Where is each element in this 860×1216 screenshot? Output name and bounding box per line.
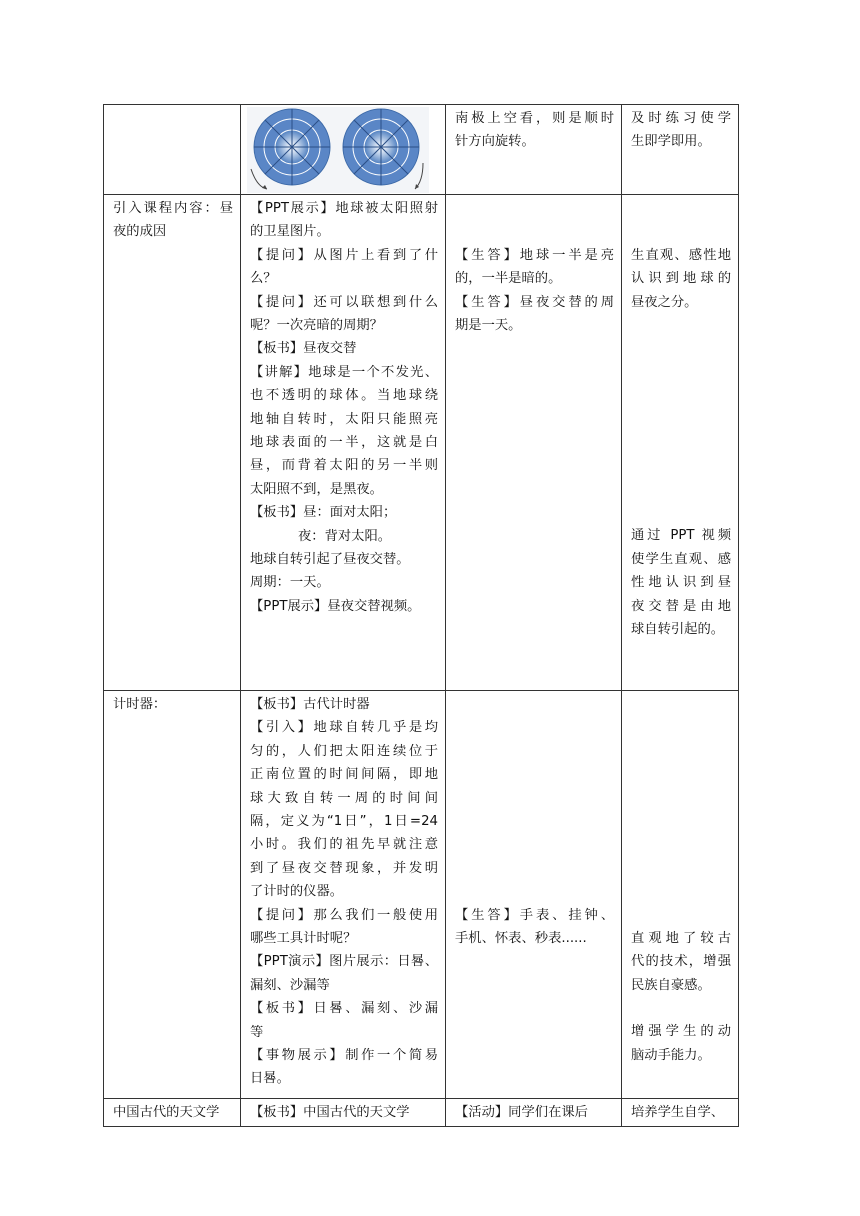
teacher-activity-cell [241, 195, 446, 691]
text-line: 【生答】昼夜交替的周 [455, 294, 614, 310]
text-line: 计时器： [113, 697, 167, 712]
text-line: 太阳照不到，是黑夜。 [250, 481, 383, 497]
text-line: 【板书】昼夜交替 [250, 341, 357, 357]
text-line: 增强学生的动 [631, 1024, 731, 1040]
topic-cell [104, 195, 241, 691]
text-line: 球自转引起的。 [631, 622, 725, 638]
text-line: 夜：背对太阳。 [298, 528, 392, 544]
earth-rotation-figure [245, 105, 441, 190]
text-line: 正南位置的时间间隔，即地 [250, 767, 438, 783]
text-line: 针方向旋转。 [455, 134, 535, 150]
lesson-plan-table [103, 104, 739, 1127]
text-line: 【板书】日晷、漏刻、沙漏 [250, 1001, 438, 1017]
text-line: 【PPT展示】昼夜交替视频。 [250, 598, 421, 614]
table-row [104, 1099, 739, 1127]
text-line: 小时。我们的祖先早就注意 [250, 837, 438, 853]
text-line: 脑动手能力。 [631, 1047, 711, 1063]
text-line: 期是一天。 [455, 317, 522, 333]
text-line: 夜的成因 [113, 224, 167, 240]
text-line: 球大致自转一周的时间间 [250, 790, 438, 806]
text-line: 漏刻、沙漏等 [250, 977, 330, 993]
text-line: 及时练习使学 [631, 111, 731, 126]
text-line: 手机、怀表、秒表...... [455, 930, 587, 946]
text-line: 地球表面的一半，这就是白 [250, 434, 438, 450]
text-line: 生直观、感性地 [631, 247, 731, 263]
text-line: 【活动】同学们在课后 [455, 1105, 588, 1120]
text-line: 也不透明的球体。当地球绕 [250, 388, 438, 404]
text-line: 【提问】那么我们一般使用 [250, 907, 438, 923]
text-line: 地轴自转时，太阳只能照亮 [250, 411, 438, 427]
student-activity-cell [446, 105, 622, 195]
text-line: 【事物展示】制作一个简易 [250, 1047, 438, 1063]
student-activity-cell [446, 195, 622, 691]
text-line: 【讲解】地球是一个不发光、 [250, 364, 438, 380]
text-line: 性地认识到昼 [631, 575, 731, 591]
topic-cell [104, 1099, 241, 1127]
text-line: 培养学生自学、 [631, 1105, 725, 1120]
text-line: 南极上空看，则是顺时 [455, 111, 614, 126]
text-line: 【PPT展示】地球被太阳照射 [250, 201, 438, 216]
text-line: 昼，而背着太阳的另一半则 [250, 458, 438, 474]
table-row [104, 105, 739, 195]
text-line: 么？ [250, 271, 277, 287]
text-line: 【生答】手表、挂钟、 [455, 907, 614, 923]
student-activity-cell [446, 1099, 622, 1127]
text-line: 昼夜之分。 [631, 294, 698, 310]
text-line: 了计时的仪器。 [250, 884, 344, 900]
text-line: 引入课程内容：昼 [113, 201, 233, 216]
table-row [104, 691, 739, 1099]
text-line: 匀的，人们把太阳连续位于 [250, 743, 438, 759]
text-line: 【板书】中国古代的天文学 [250, 1105, 410, 1120]
text-line: 使学生直观、感 [631, 551, 731, 567]
text-line: 【提问】从图片上看到了什 [250, 247, 438, 263]
text-line: 【PPT演示】图片展示：日晷、 [250, 954, 438, 970]
text-line: 【板书】昼：面对太阳； [250, 505, 397, 521]
text-line: 认识到地球的 [631, 271, 731, 287]
topic-cell [104, 691, 241, 1099]
text-line: 哪些工具计时呢？ [250, 930, 357, 946]
design-intent-cell [622, 1099, 739, 1127]
text-line: 隔，定义为“1日”，1日=24 [250, 813, 438, 829]
text-line: 民族自豪感。 [631, 977, 711, 993]
text-line: 代的技术，增强 [631, 954, 731, 970]
text-line: 【提问】还可以联想到什么 [250, 294, 438, 310]
text-line: 【生答】地球一半是亮 [455, 247, 614, 263]
text-line: 的卫星图片。 [250, 224, 330, 240]
teacher-activity-cell [241, 105, 446, 195]
student-activity-cell [446, 691, 622, 1099]
text-line: 呢？一次亮暗的周期？ [250, 317, 383, 333]
text-line: 【板书】古代计时器 [250, 697, 370, 712]
table-row [104, 195, 739, 691]
text-line: 夜交替是由地 [631, 598, 731, 614]
text-line: 【引入】地球自转几乎是均 [250, 720, 438, 736]
design-intent-cell [622, 105, 739, 195]
text-line: 到了昼夜交替现象，并发明 [250, 860, 438, 876]
design-intent-cell [622, 195, 739, 691]
teacher-activity-cell [241, 691, 446, 1099]
text-line: 直观地了较古 [631, 930, 731, 946]
text-line: 中国古代的天文学 [113, 1105, 220, 1120]
text-line: 生即学即用。 [631, 134, 711, 150]
text-line: 周期：一天。 [250, 575, 330, 591]
text-line: 等 [250, 1024, 264, 1040]
text-line: 通过 PPT 视频 [631, 528, 731, 544]
text-line: 地球自转引起了昼夜交替。 [250, 551, 410, 567]
topic-cell [104, 105, 241, 195]
design-intent-cell [622, 691, 739, 1099]
teacher-activity-cell [241, 1099, 446, 1127]
text-line: 日晷。 [250, 1071, 290, 1087]
text-line: 的，一半是暗的。 [455, 271, 562, 287]
